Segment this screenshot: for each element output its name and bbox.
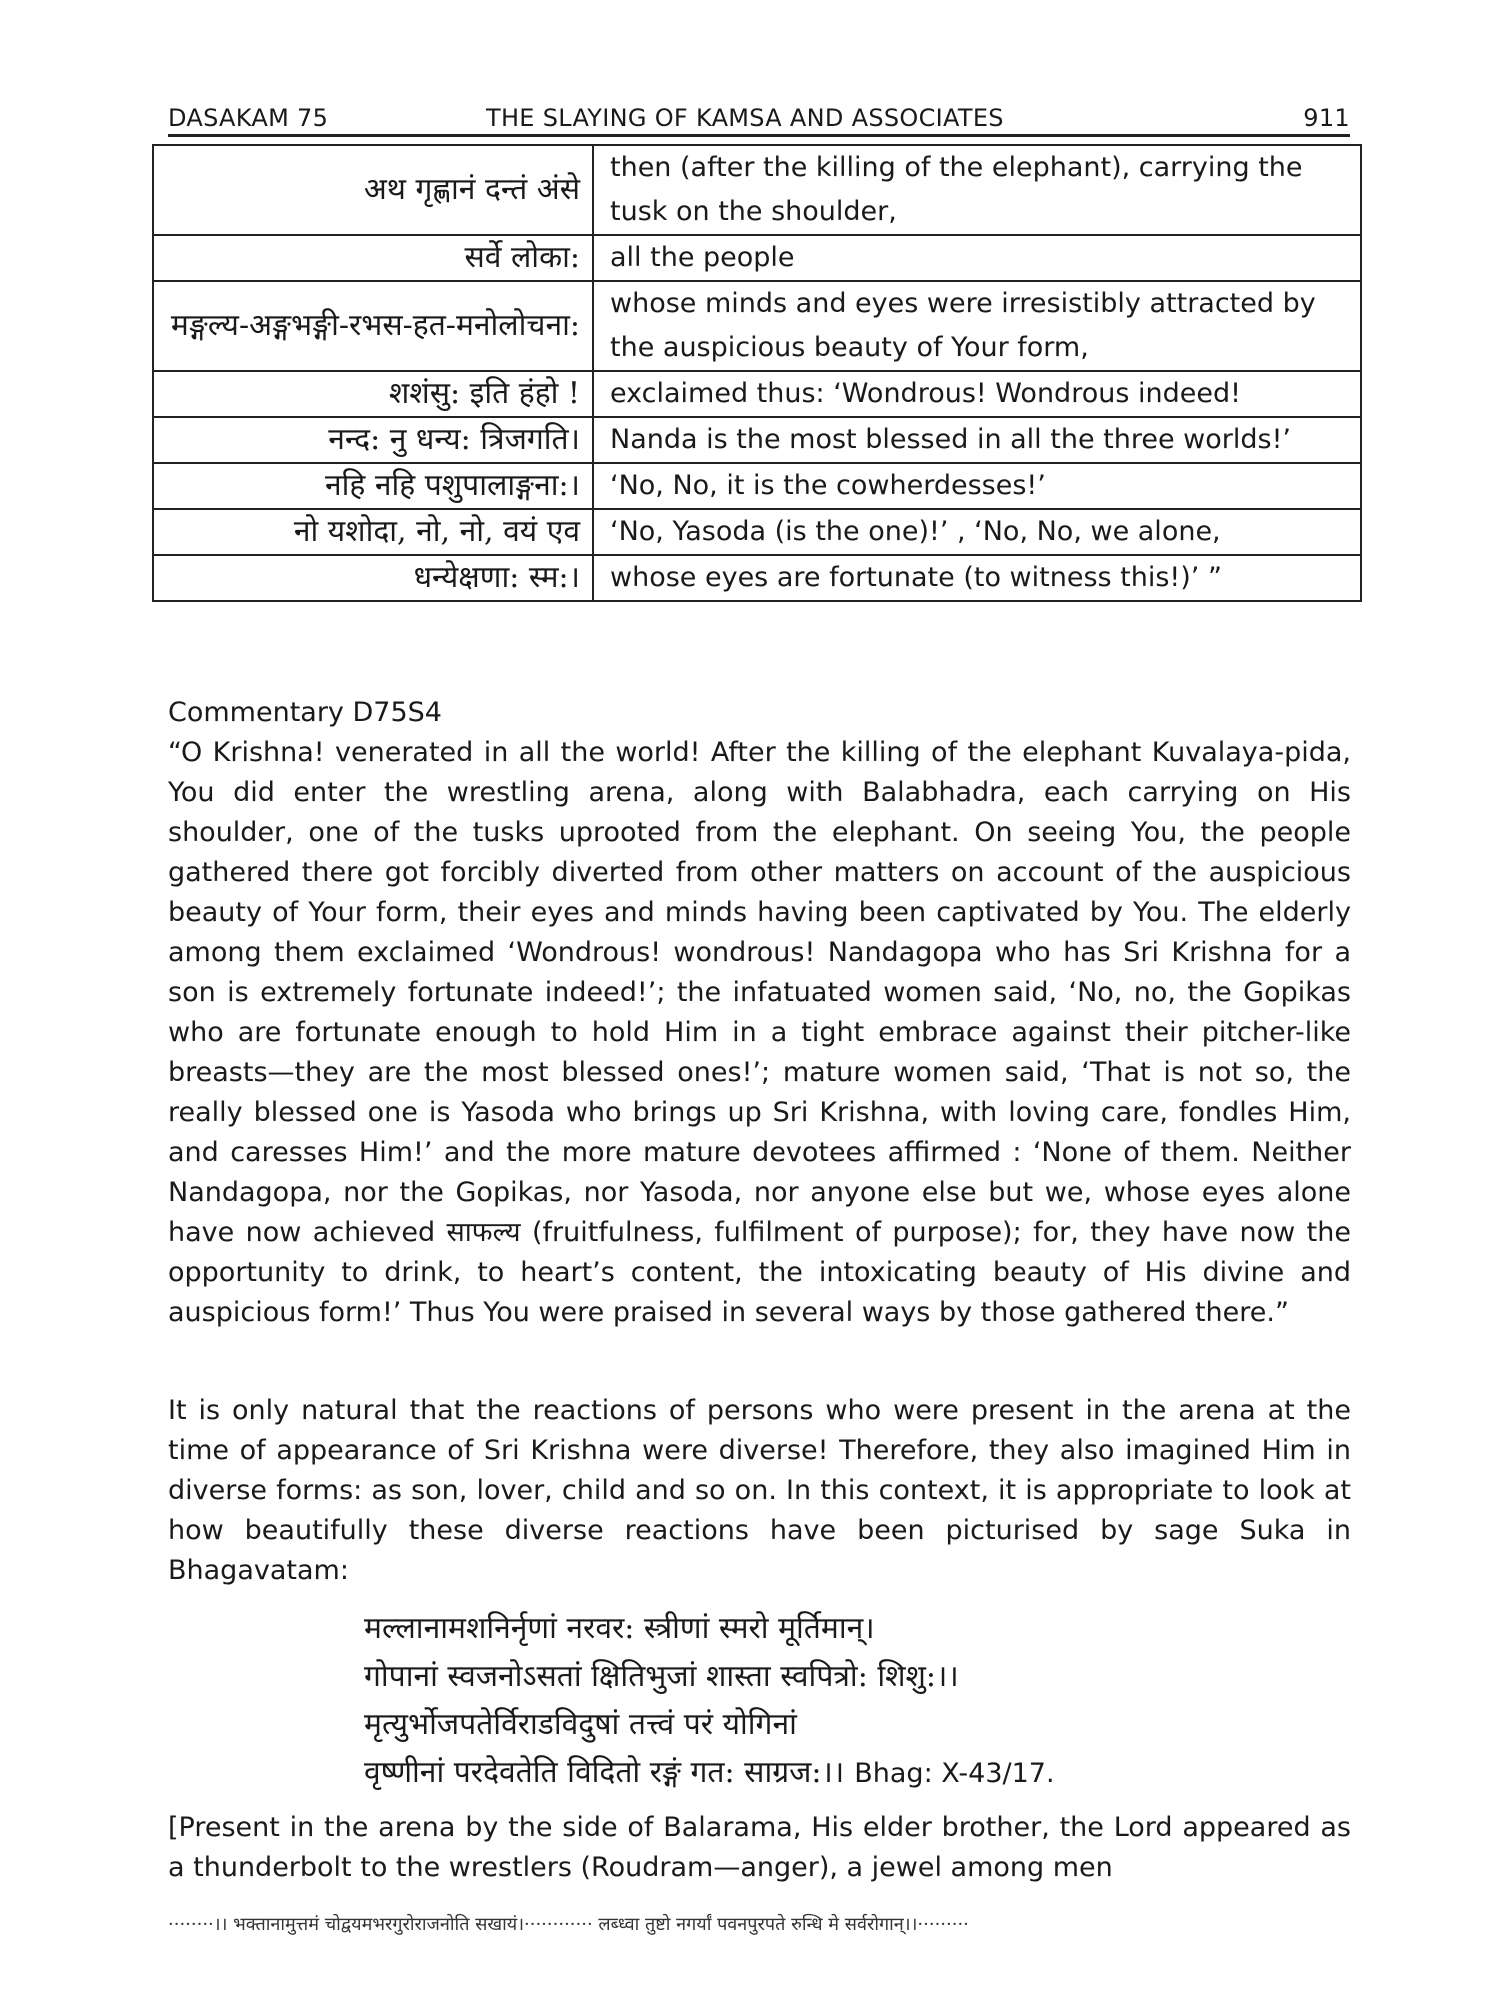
explanation-paragraph (168, 1391, 1351, 1591)
gloss-english: ‘No, Yasoda (is the one)!’ , ‘No, No, we alone, (593, 509, 1361, 555)
verse-reference: Bhag: X-43/17. (854, 1758, 1055, 1789)
verse-line: मृत्युर्भोजपतेर्विराडविदुषां तत्त्वं परं योगिनां (364, 1707, 797, 1742)
gloss-sanskrit: मङ्गल्य-अङ्गभङ्गी-रभस-हत-मनोलोचना: (153, 281, 593, 371)
verse-line-last (364, 1749, 1264, 1798)
gloss-english: then (after the killing of the elephant), carrying the tusk on the shoulder, (593, 145, 1361, 235)
explanation-text: It is only natural that the reactions of persons who were present in the arena at the time of appearance of Sri Krishna were diverse! Therefore, they also imagined Him in diverse forms: as son, lover, child and so on. In this context, it is appropriate to look at how beautifully these diverse reactions have been picturised by sage Suka in Bhagavatam: (168, 1395, 1351, 1586)
gloss-row (153, 509, 1361, 555)
gloss-sanskrit: धन्येक्षणा: स्म:। (153, 555, 593, 601)
gloss-sanskrit: नन्द: नु धन्य: त्रिजगति। (153, 417, 593, 463)
gloss-english: exclaimed thus: ‘Wondrous! Wondrous indeed! (593, 371, 1361, 417)
verse-line: मल्लानामशनिर्नृणां नरवर: स्त्रीणां स्मरो मूर्तिमान्। (364, 1611, 875, 1646)
gloss-sanskrit: अथ गृह्णानं दन्तं अंसे (153, 145, 593, 235)
gloss-row (153, 463, 1361, 509)
commentary-paragraph (168, 733, 1351, 1333)
gloss-sanskrit: नहि नहि पशुपालाङ्गना:। (153, 463, 593, 509)
bhagavatam-verse (364, 1605, 1264, 1798)
commentary-text-part2: (fruitfulness, fulfilment of purpose); for, they have now the opportunity to drink, to heart’s content, the intoxicating beauty of His divine and auspicious form!’ Thus You were praised in several ways by those gathered there.” (168, 1217, 1351, 1328)
verse-line: गोपानां स्वजनोऽसतां क्षितिभुजां शास्ता स्वपित्रो: शिशु:।। (364, 1659, 959, 1694)
translation-text: [Present in the arena by the side of Balarama, His elder brother, the Lord appeared as a thunderbolt to the wrestlers (Roudram—anger), a jewel among men (168, 1812, 1351, 1883)
gloss-row (153, 235, 1361, 281)
chapter-label: DASAKAM 75 (168, 104, 329, 132)
word-gloss-table (152, 144, 1362, 602)
running-header (168, 104, 1350, 137)
commentary-heading: Commentary D75S4 (168, 697, 442, 728)
gloss-english: ‘No, No, it is the cowherdesses!’ (593, 463, 1361, 509)
footer-refrain: ········।। भक्तानामुत्तमं चोद्वयमभरगुरोराजनोति सखायं।············ लब्ध्वा तुष्टो नगर्यां पवनपुरपते रुन्धि मे सर्वरोगान्।।········· (168, 1914, 969, 1935)
verse-line: वृष्णीनां परदेवतेति विदितो रङ्गं गत: साग्रज:।। (364, 1755, 845, 1790)
gloss-row (153, 281, 1361, 371)
inline-sanskrit-term: साफल्य (446, 1217, 521, 1248)
gloss-sanskrit: नो यशोदा, नो, नो, वयं एव (153, 509, 593, 555)
gloss-english: all the people (593, 235, 1361, 281)
chapter-title: THE SLAYING OF KAMSA AND ASSOCIATES (486, 104, 1004, 132)
gloss-row (153, 371, 1361, 417)
gloss-english: whose minds and eyes were irresistibly attracted by the auspicious beauty of Your form, (593, 281, 1361, 371)
gloss-english: Nanda is the most blessed in all the three worlds!’ (593, 417, 1361, 463)
commentary-text-part1: “O Krishna! venerated in all the world! After the killing of the elephant Kuvalaya-pida, You did enter the wrestling arena, along with Balabhadra, each carrying on His shoulder, one of the tusks uprooted from the elephant. On seeing You, the people gathered there got forcibly diverted from other matters on account of the auspicious beauty of Your form, their eyes and minds having been captivated by You. The elderly among them exclaimed ‘Wondrous! wondrous! Nandagopa who has Sri Krishna for a son is extremely fortunate indeed!’; the infatuated women said, ‘No, no, the Gopikas who are fortunate enough to hold Him in a tight embrace against their pitcher-like breasts—they are the most blessed ones!’; mature women said, ‘That is not so, the really blessed one is Yasoda who brings up Sri Krishna, with loving care, fondles Him, and caresses Him!’ and the more mature devotees affirmed : ‘None of them. Neither Nandagopa, nor the Gopikas, nor Yasoda, nor anyone else but we, whose eyes alone have now achieved (168, 737, 1351, 1248)
gloss-sanskrit: सर्वे लोका: (153, 235, 593, 281)
gloss-row (153, 417, 1361, 463)
gloss-row (153, 145, 1361, 235)
translation-paragraph (168, 1808, 1351, 1888)
gloss-row (153, 555, 1361, 601)
gloss-english: whose eyes are fortunate (to witness this!)’ ” (593, 555, 1361, 601)
gloss-sanskrit: शशंसु: इति हंहो ! (153, 371, 593, 417)
page-number: 911 (1303, 104, 1350, 132)
